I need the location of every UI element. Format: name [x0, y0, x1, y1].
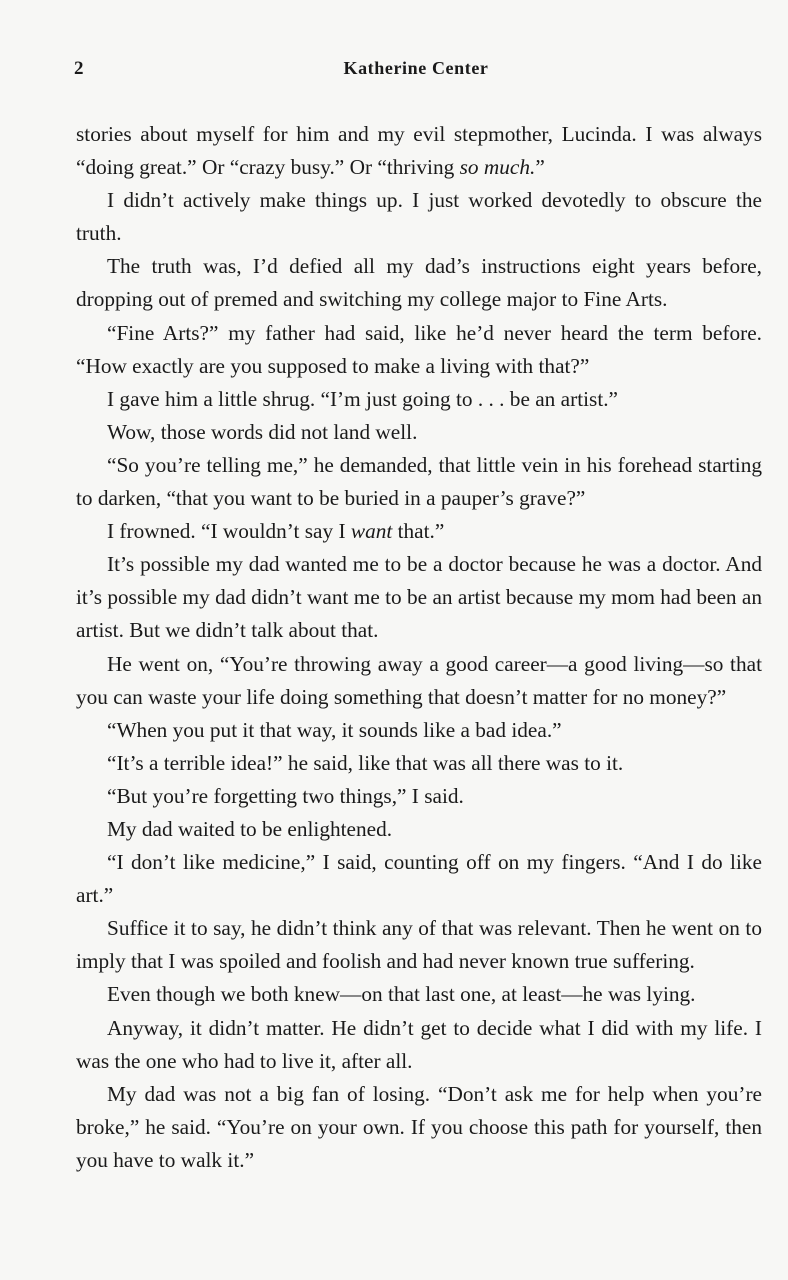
text-run: I frowned. “I wouldn’t say I — [107, 519, 351, 544]
text-run: Wow, those words did not land well. — [107, 419, 418, 444]
italic-text: so much. — [459, 155, 536, 180]
paragraph — [76, 978, 762, 1011]
text-run: He went on, “You’re throwing away a good career—a good living—so that you can waste your life doing something that doesn’t matter for no money?” — [76, 651, 762, 709]
text-run: Anyway, it didn’t matter. He didn’t get to decide what I did with my life. I was the one who had to live it, after all. — [76, 1015, 762, 1073]
paragraph — [76, 912, 762, 978]
text-run: ” — [535, 155, 545, 180]
text-run: stories about myself for him and my evil stepmother, Lucinda. I was always “doing great.” Or “crazy busy.” Or “thriving — [76, 122, 762, 180]
body-text — [76, 118, 762, 1177]
paragraph — [76, 846, 762, 912]
paragraph — [76, 714, 762, 747]
text-run: that.” — [392, 519, 445, 544]
paragraph — [76, 118, 762, 184]
text-run: “Fine Arts?” my father had said, like he’d never heard the term before. “How exactly are you supposed to make a living with that?” — [76, 320, 762, 378]
paragraph — [76, 1012, 762, 1078]
text-run: Even though we both knew—on that last one, at least—he was lying. — [107, 982, 696, 1007]
paragraph — [76, 184, 762, 250]
italic-text: want — [350, 519, 393, 544]
paragraph — [76, 416, 762, 449]
page-header — [74, 58, 758, 86]
text-run: Suffice it to say, he didn’t think any of that was relevant. Then he went on to imply that I was spoiled and foolish and had never known true suffering. — [76, 916, 762, 974]
text-run: It’s possible my dad wanted me to be a doctor because he was a doctor. And it’s possible my dad didn’t want me to be an artist because my mom had been an artist. But we didn’t talk about that. — [76, 552, 762, 643]
paragraph — [76, 648, 762, 714]
text-run: “But you’re forgetting two things,” I said. — [107, 783, 464, 808]
paragraph — [76, 1078, 762, 1177]
running-head-author: Katherine Center — [343, 58, 489, 78]
page-number: 2 — [74, 58, 84, 79]
text-run: “When you put it that way, it sounds like a bad idea.” — [107, 717, 562, 742]
paragraph — [76, 250, 762, 316]
paragraph — [76, 747, 762, 780]
paragraph — [76, 813, 762, 846]
text-run: I didn’t actively make things up. I just worked devotedly to obscure the truth. — [76, 188, 762, 246]
paragraph — [76, 383, 762, 416]
paragraph — [76, 515, 762, 548]
text-run: My dad waited to be enlightened. — [107, 816, 393, 841]
text-run: “I don’t like medicine,” I said, counting off on my fingers. “And I do like art.” — [76, 850, 762, 908]
text-run: The truth was, I’d defied all my dad’s instructions eight years before, dropping out of premed and switching my college major to Fine Arts. — [76, 254, 762, 312]
text-run: “So you’re telling me,” he demanded, that little vein in his forehead starting to darken, “that you want to be buried in a pauper’s grave?” — [76, 452, 762, 511]
paragraph — [76, 449, 762, 515]
text-run: My dad was not a big fan of losing. “Don’t ask me for help when you’re broke,” he said. “You’re on your own. If you choose this path for yourself, then you have to walk it.” — [76, 1081, 762, 1172]
paragraph — [76, 780, 762, 813]
paragraph — [76, 317, 762, 383]
text-run: I gave him a little shrug. “I’m just going to . . . be an artist.” — [107, 386, 619, 411]
paragraph — [76, 548, 762, 647]
text-run: “It’s a terrible idea!” he said, like that was all there was to it. — [107, 750, 624, 775]
